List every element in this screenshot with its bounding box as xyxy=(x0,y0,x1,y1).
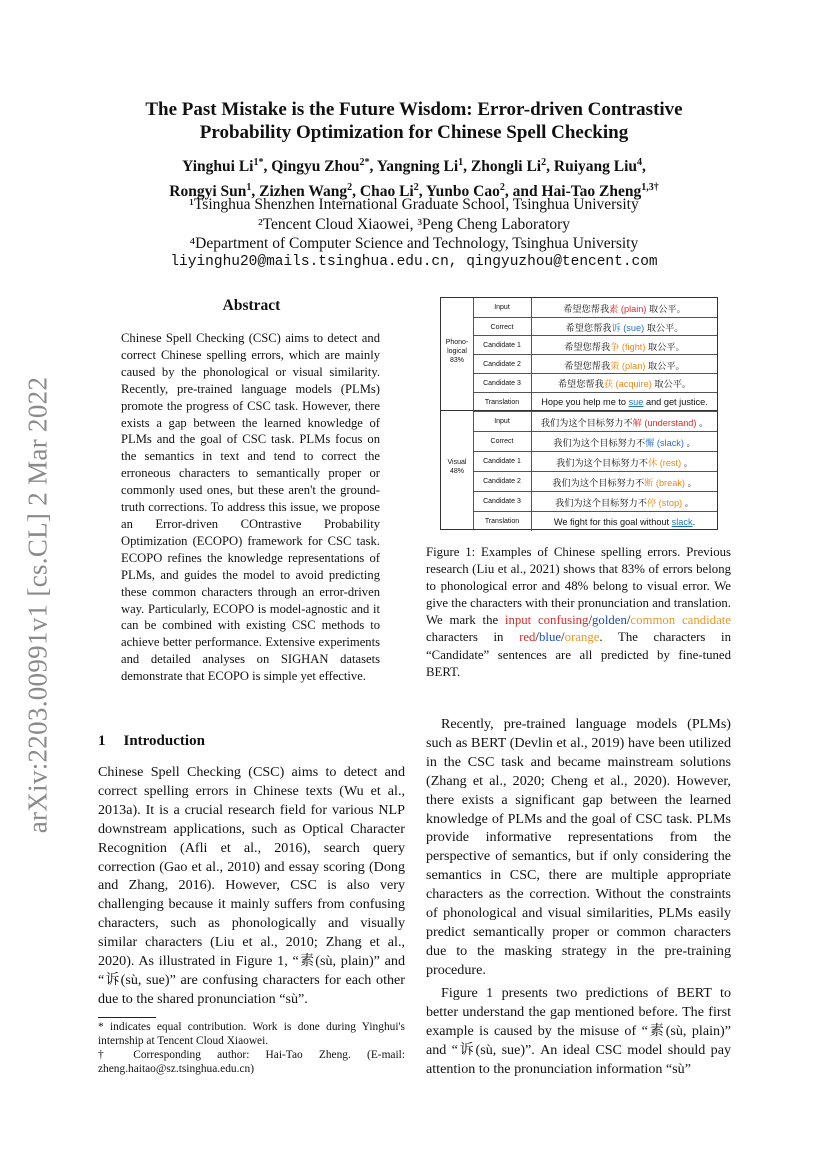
row-label: Candidate 2 xyxy=(473,472,532,491)
group-label-phonological: Phono-logical 83% xyxy=(445,339,469,364)
section-title: Introduction xyxy=(123,733,205,749)
group-separator xyxy=(441,410,717,411)
example-sentence: 希望您帮我素 (plain) 取公平。 xyxy=(563,303,686,314)
figure-1-table xyxy=(440,297,718,530)
figure-row xyxy=(473,354,717,374)
affiliations xyxy=(100,195,728,254)
highlighted-character: 断 (break) xyxy=(644,477,685,488)
example-sentence: 我们为这个目标努力不懈 (slack) 。 xyxy=(553,437,696,448)
translation-keyword: slack xyxy=(671,516,693,527)
caption-text: Figure 1: Examples of Chinese spelling errors. Previous research (Liu et al., 2021) shows that 83% of errors belong to phonological error and 48% belong to visual error. We give the characters with their pronunciation and translation. We mark the xyxy=(426,545,731,628)
figure-row xyxy=(473,451,717,471)
affiliation-1: ¹Tsinghua Shenzhen International Graduate School, Tsinghua University xyxy=(189,196,639,213)
row-label: Input xyxy=(473,298,532,317)
caption-end: . The characters in “Candidate” sentences are all predicted by fine-tuned BERT. xyxy=(426,630,731,679)
example-sentence: 希望您帮我获 (acquire) 取公平。 xyxy=(557,379,692,390)
row-label: Candidate 1 xyxy=(473,336,532,355)
author-line-2: Rongyi Sun$^1$, Zizhen Wang$^2$, Chao Li$^2$, Yunbo Cao$^2$, and Hai-Tao Zheng$^{1,3\dagger}$ xyxy=(169,182,659,201)
example-sentence: 我们为这个目标努力不停 (stop) 。 xyxy=(555,497,694,508)
caption-word-input-confusing: input confusing xyxy=(504,613,589,628)
author-affiliation-mark: 1 xyxy=(458,157,464,168)
figure-row xyxy=(473,431,717,451)
figure-row xyxy=(473,392,717,412)
footnote-rule xyxy=(98,1017,156,1018)
group-label-visual: Visual 48% xyxy=(447,459,467,475)
example-sentence: 希望您帮我争 (fight) 取公平。 xyxy=(564,341,685,352)
abstract-heading: Abstract xyxy=(222,297,281,314)
author-line-1: Yinghui $Li^{1*}$, Qingyu Zhou$^{2*}$, Yangning Li$^1$, Zhongli Li$^2$, Ruiyang Liu$^4$, xyxy=(182,157,646,176)
highlighted-character: 休 (rest) xyxy=(647,457,682,468)
figure-1-caption: Figure 1: Examples of Chinese spelling errors. Previous research (Liu et al., 2021) shows that 83% of errors belong to phonological error and 48% belong to visual error. We give the characters with their pronunciation and translation. We mark the input confusing/golden/common candidate characters in red/blue/orange. The characters in “Candidate” sentences are all predicted by fine-tuned BERT. xyxy=(426,545,731,679)
author-affiliation-mark: 4 xyxy=(637,157,643,168)
arxiv-identifier: arXiv:2203.00991v1 [cs.CL] 2 Mar 2022 xyxy=(22,376,53,834)
highlighted-character: 懈 (slack) xyxy=(645,437,684,448)
author-affiliation-mark: 2 xyxy=(347,182,353,194)
affiliation-3: ⁴Department of Computer Science and Technology, Tsinghua University xyxy=(189,235,639,252)
author-affiliation-mark: 2 xyxy=(499,182,505,194)
intro-paragraph-left: Chinese Spell Checking (CSC) aims to detect and correct spelling errors in Chinese texts (Wu et al., 2013a). It is a crucial research field for various NLP downstream applications, such as Optical Character Recognition (Afli et al., 2016), search query correction (Gao et al., 2010) and essay scoring (Dong and Zhang, 2016). However, CSC is also very challenging because it mainly suffers from confusing characters, such as phonologically and visually similar characters (Liu et al., 2010; Zhang et al., 2020). As illustrated in Figure 1, “素(sù, plain)” and “诉(sù, sue)” are confusing characters for each other due to the shared pronunciation “sù”. xyxy=(98,764,405,1007)
author-affiliation-mark: 1,3† xyxy=(641,182,659,194)
caption-word-common-candidate: common candidate xyxy=(630,613,731,628)
author-name: Yinghui Li xyxy=(182,158,254,176)
author-name: Chao Li xyxy=(359,183,414,201)
figure-row xyxy=(473,298,717,317)
footnote-equal-contribution: * indicates equal contribution. Work is done during Yinghui's internship at Tencent Cloud Xiaowei. xyxy=(98,1021,405,1048)
author-name: and Hai-Tao Zheng xyxy=(512,183,642,201)
row-label: Correct xyxy=(473,318,532,337)
caption-mid: characters in xyxy=(426,630,520,645)
highlighted-character: 解 (understand) xyxy=(632,417,697,428)
row-label: Candidate 3 xyxy=(473,374,532,393)
highlighted-character: 争 (fight) xyxy=(610,341,646,352)
row-label: Candidate 1 xyxy=(473,452,532,471)
caption-word-orange: orange xyxy=(564,630,600,645)
author-emails: liyinghu20@mails.tsinghua.edu.cn, qingyuzhou@tencent.com xyxy=(170,254,658,270)
author-name: Yunbo Cao xyxy=(425,183,500,201)
highlighted-character: 停 (stop) xyxy=(646,497,683,508)
caption-word-blue: blue xyxy=(538,630,562,645)
figure-row xyxy=(473,317,717,337)
row-label: Input xyxy=(473,412,532,431)
section-heading xyxy=(98,732,405,750)
figure-row xyxy=(473,411,717,431)
author-affiliation-mark: 2 xyxy=(413,182,419,194)
caption-word-golden: golden xyxy=(592,613,627,628)
highlighted-character: 策 (plan) xyxy=(610,360,646,371)
paper-title xyxy=(100,98,728,144)
figure-row xyxy=(473,511,717,531)
row-label: Translation xyxy=(473,393,532,412)
row-label: Translation xyxy=(473,512,532,531)
title-line-1: The Past Mistake is the Future Wisdom: Error-driven Contrastive xyxy=(145,99,683,120)
author-name: Qingyu Zhou xyxy=(271,158,360,176)
figure-row xyxy=(473,471,717,491)
translation-keyword: sue xyxy=(628,397,644,407)
footnote-corresponding-author: † Corresponding author: Hai-Tao Zheng. (E-mail: zheng.haitao@sz.tsinghua.edu.cn) xyxy=(98,1049,405,1076)
affiliation-2: ²Tencent Cloud Xiaowei, ³Peng Cheng Laboratory xyxy=(257,215,571,233)
example-sentence: 希望您帮我策 (plan) 取公平。 xyxy=(564,360,685,371)
title-line-2: Probability Optimization for Chinese Spell Checking xyxy=(199,122,629,143)
section-number: 1 xyxy=(98,733,106,749)
author-name: Zizhen Wang xyxy=(259,183,348,201)
row-label: Correct xyxy=(473,432,532,451)
row-label: Candidate 3 xyxy=(473,492,532,511)
author-name: Ruiyang Liu xyxy=(553,158,638,176)
example-sentence: 我们为这个目标努力不休 (rest) 。 xyxy=(556,457,693,468)
translation-sentence: We fight for this goal without slack. xyxy=(553,516,696,527)
highlighted-character: 诉 (sue) xyxy=(611,323,645,334)
author-affiliation-mark: 2 xyxy=(541,157,547,168)
intro-paragraph-right-2: Figure 1 presents two predictions of BERT to better understand the gap mentioned before. The first example is caused by the misuse of “素(sù, plain)” and “诉(sù, sue)”. An ideal CSC model should pay attention to the pronunciation information “sù” xyxy=(426,985,731,1077)
figure-row xyxy=(473,491,717,511)
example-sentence: 我们为这个目标努力不断 (break) 。 xyxy=(552,477,697,488)
figure-row xyxy=(473,373,717,393)
example-sentence: 我们为这个目标努力不解 (understand) 。 xyxy=(540,417,709,428)
author-name: Zhongli Li xyxy=(470,158,542,176)
highlighted-character: 获 (acquire) xyxy=(603,379,652,390)
row-label: Candidate 2 xyxy=(473,355,532,374)
author-affiliation-mark: 1* xyxy=(253,157,264,168)
author-name: Rongyi Sun xyxy=(169,183,247,201)
example-sentence: 希望您帮我诉 (sue) 取公平。 xyxy=(565,323,684,334)
author-affiliation-mark: 1 xyxy=(246,182,252,194)
figure-row xyxy=(473,335,717,355)
author-affiliation-mark: 2* xyxy=(359,157,370,168)
author-name: Yangning Li xyxy=(376,158,459,176)
intro-paragraph-right-1: Recently, pre-trained language models (PLMs) such as BERT (Devlin et al., 2019) have been utilized in the CSC task and became mainstream solutions (Zhang et al., 2020; Cheng et al., 2020). However, there exists a significant gap between the learned knowledge of PLMs and the goal of CSC task. PLMs provide informative representations from the perspective of semantics, but if only considering the semantics in CSC, there are multiple appropriate characters as the correction. Without the constraints of phonological and visual similarities, PLMs easily predict semantically proper or common characters due to the masking strategy in the pre-training procedure. xyxy=(426,716,731,978)
translation-sentence: Hope you help me to sue and get justice. xyxy=(541,397,708,407)
highlighted-character: 素 (plain) xyxy=(609,303,647,314)
abstract-body: Chinese Spell Checking (CSC) aims to detect and correct Chinese spelling errors, which are mainly caused by the phonological or visual similarity. Recently, pre-trained language models (PLMs) promote the progress of CSC task. However, there exists a gap between the learned knowledge of PLMs and the goal of CSC task. PLMs focus on the semantics in text and tend to correct the erroneous characters to semantically proper or commonly used ones, but these aren't the ground-truth corrections. To address this issue, we propose an Error-driven COntrastive Probability Optimization (ECOPO) framework for CSC task. ECOPO refines the knowledge representations of PLMs, and guides the model to avoid predicting these common characters through an error-driven way. Particularly, ECOPO is model-agnostic and it can be combined with existing CSC methods to achieve better performance. Extensive experiments and detailed analyses on SIGHAN datasets demonstrate that ECOPO is simple yet effective. xyxy=(121,331,380,684)
caption-word-red: red xyxy=(519,630,536,645)
